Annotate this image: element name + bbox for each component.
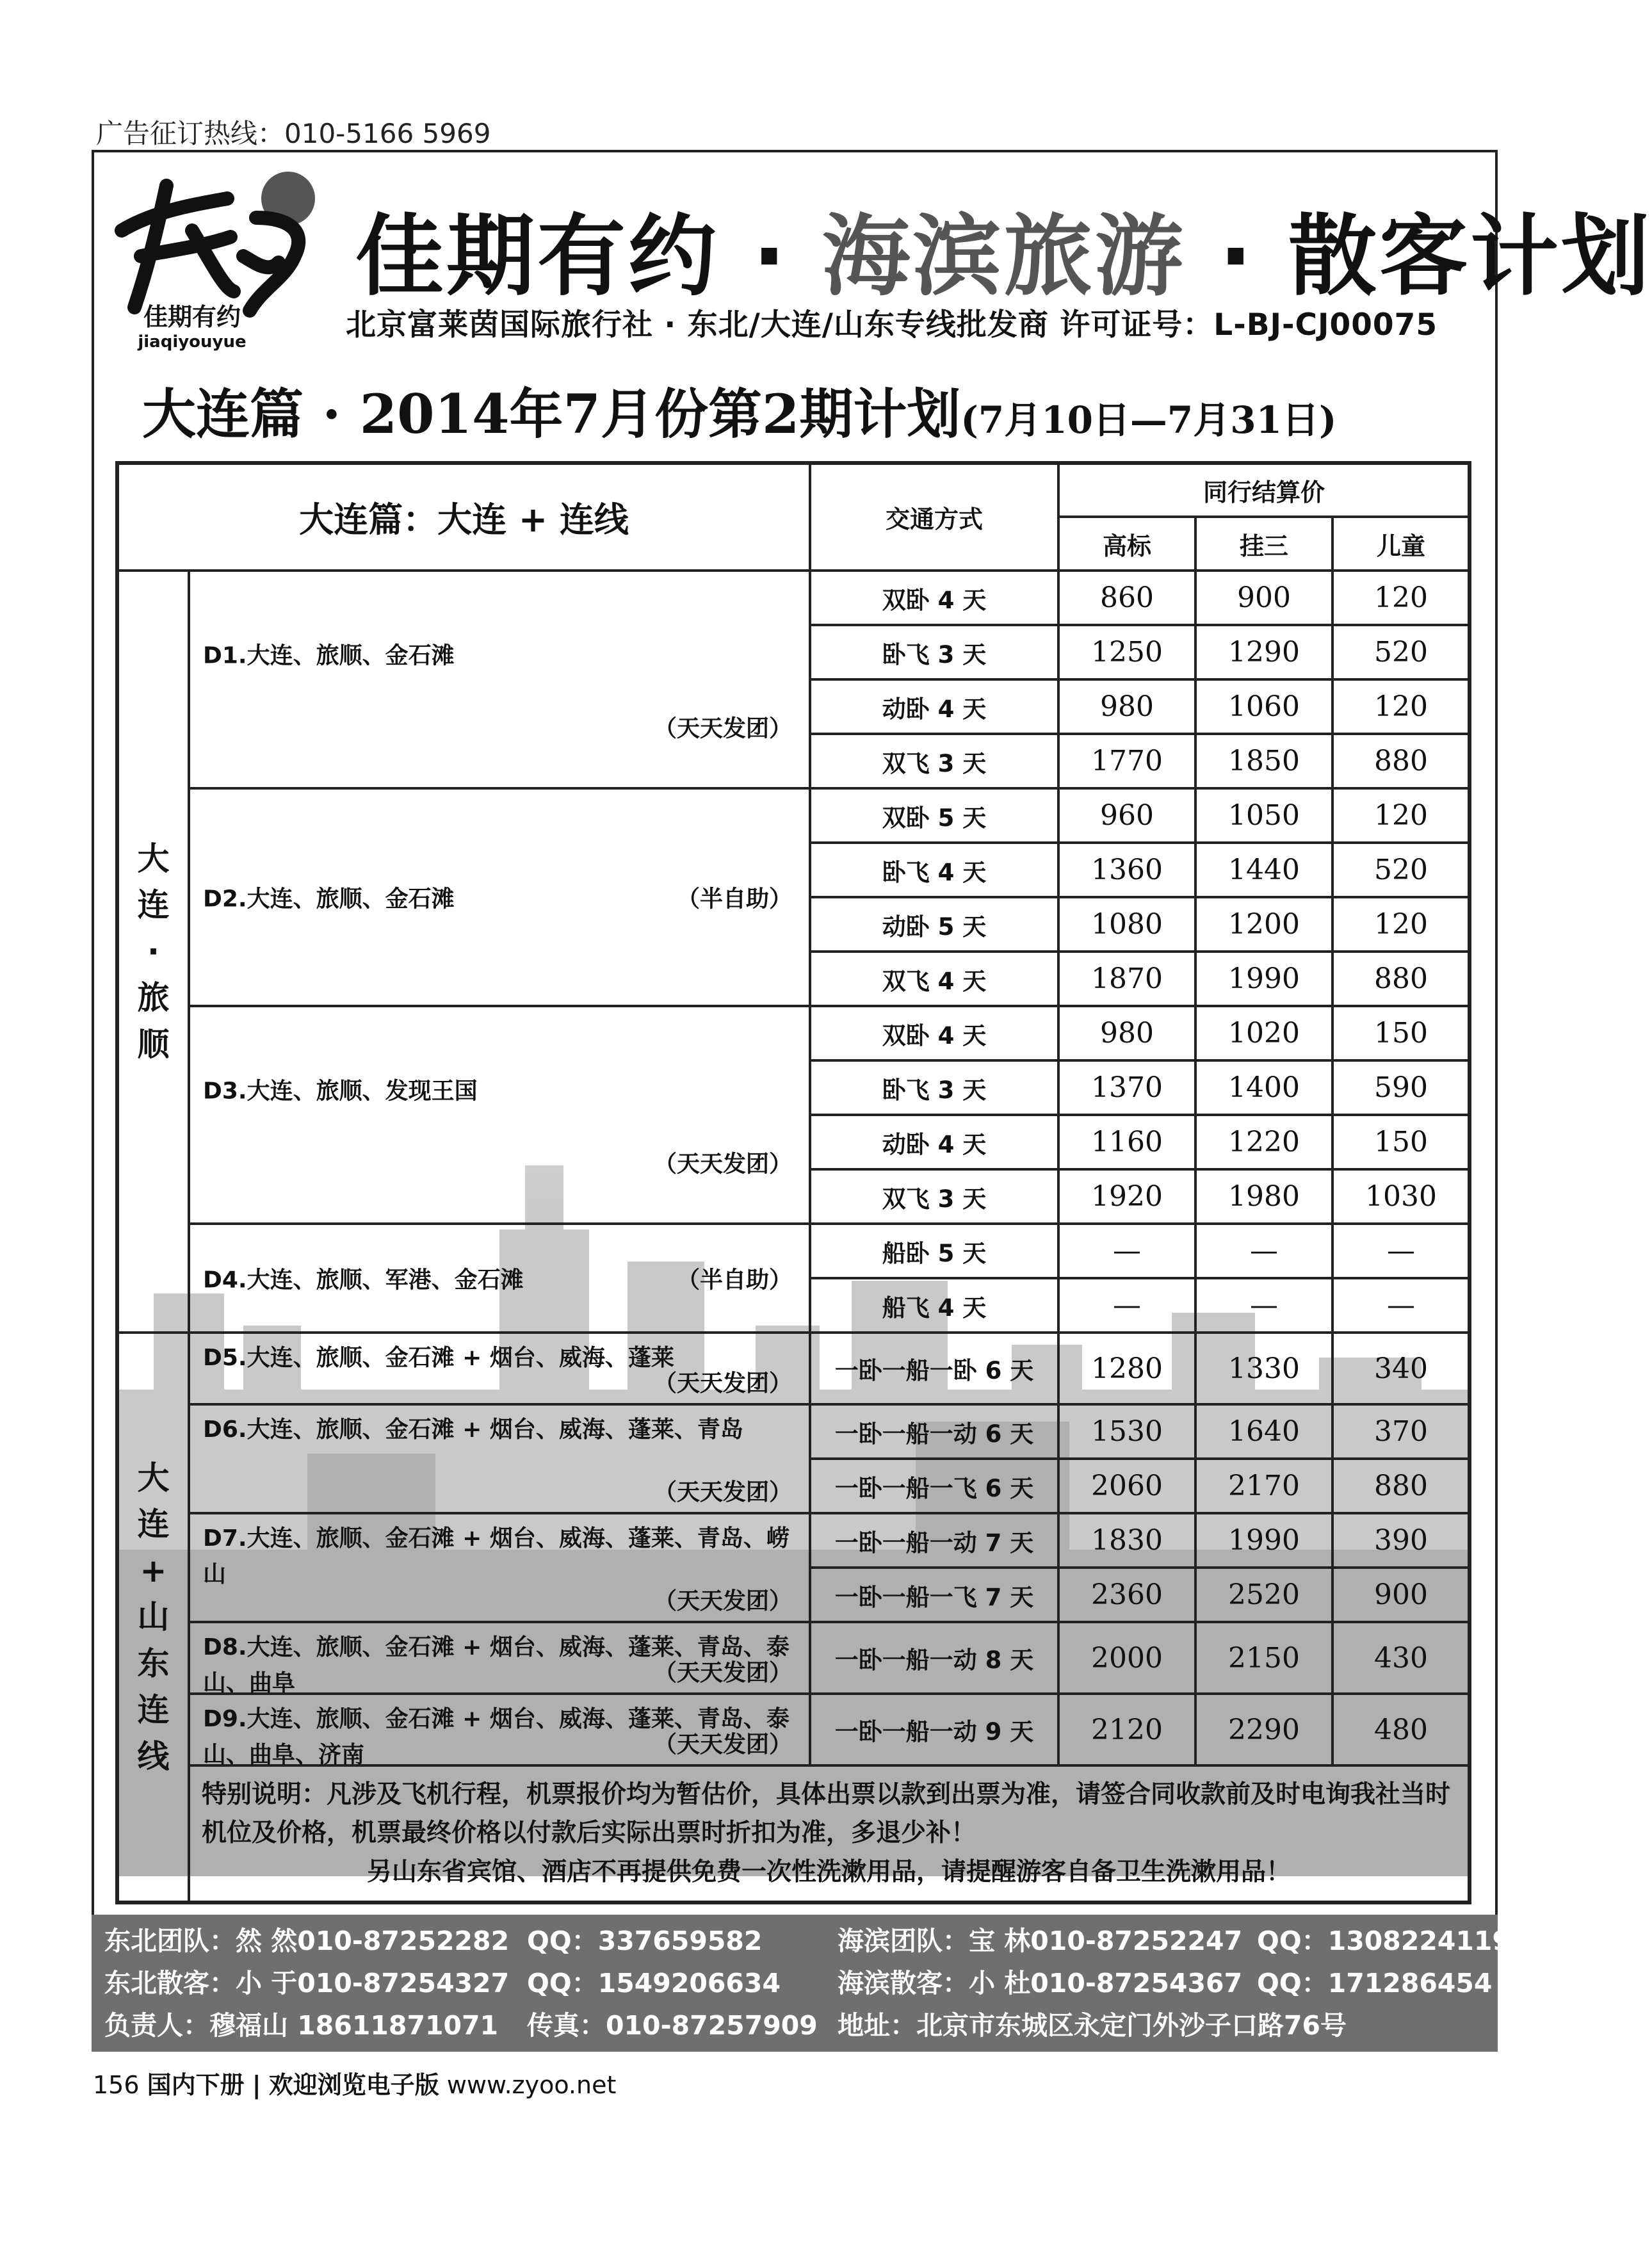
price-gua: 1400	[1195, 1060, 1332, 1115]
price-child: 120	[1332, 788, 1470, 843]
page-number: 156	[93, 2071, 140, 2099]
table-row	[117, 1006, 1470, 1060]
sea-fit-contact: 海滨散客：小 杜010-87254367	[838, 1968, 1243, 1999]
price-gua: 1060	[1195, 679, 1332, 734]
title-mid: 海滨旅游	[822, 205, 1186, 308]
route-text: D6.大连、旅顺、金石滩 + 烟台、威海、蓬莱、青岛	[203, 1416, 743, 1443]
group-char: 旅	[137, 979, 170, 1017]
price-high: 1360	[1058, 843, 1195, 897]
brand-logo	[96, 160, 327, 352]
route-d9	[189, 1694, 810, 1768]
table-row	[117, 1333, 1470, 1404]
route-tag: （天天发团）	[654, 1588, 793, 1614]
route-tag: （天天发团）	[654, 1732, 793, 1758]
transport-cell: 双飞 3 天	[810, 734, 1058, 788]
route-text: D8.大连、旅顺、金石滩 + 烟台、威海、蓬莱、青岛、泰山、曲阜	[203, 1634, 790, 1696]
transport-cell: 船卧 5 天	[810, 1224, 1058, 1278]
price-gua: 1330	[1195, 1333, 1332, 1404]
price-child: 880	[1332, 1459, 1470, 1513]
table-row	[117, 1404, 1470, 1459]
transport-cell: 一卧一船一卧 6 天	[810, 1333, 1058, 1404]
route-text: D3.大连、旅顺、发现王国	[203, 1078, 478, 1105]
note-line-2: 另山东省宾馆、酒店不再提供免费一次性洗漱用品，请提醒游客自备卫生洗漱用品！	[367, 1857, 1292, 1886]
group-char: 东	[137, 1644, 170, 1682]
price-high: 2120	[1058, 1694, 1195, 1765]
transport-header: 交通方式	[810, 463, 1058, 571]
price-high: 1920	[1058, 1169, 1195, 1224]
transport-cell: 双飞 4 天	[810, 952, 1058, 1006]
transport-cell: 动卧 5 天	[810, 897, 1058, 952]
price-high: 980	[1058, 679, 1195, 734]
price-child: 880	[1332, 734, 1470, 788]
price-child: 430	[1332, 1622, 1470, 1694]
transport-cell: 一卧一船一动 8 天	[810, 1622, 1058, 1694]
price-gua: 1640	[1195, 1404, 1332, 1459]
price-child: —	[1332, 1278, 1470, 1333]
price-high: 980	[1058, 1006, 1195, 1060]
price-child: 390	[1332, 1513, 1470, 1568]
price-child: 340	[1332, 1333, 1470, 1404]
price-child: 120	[1332, 679, 1470, 734]
price-high: 1250	[1058, 625, 1195, 679]
route-d1	[189, 571, 810, 788]
price-gua: 1020	[1195, 1006, 1332, 1060]
price-child: 520	[1332, 625, 1470, 679]
price-high: 1370	[1058, 1060, 1195, 1115]
ne-team-qq: QQ：337659582	[527, 1926, 763, 1956]
route-text: D1.大连、旅顺、金石滩	[203, 642, 455, 669]
transport-cell: 一卧一船一飞 7 天	[810, 1568, 1058, 1622]
transport-cell: 双卧 4 天	[810, 1006, 1058, 1060]
footer-slogan: 欢迎浏览电子版	[268, 2071, 439, 2099]
plan-date-range: (7月10日—7月31日)	[960, 398, 1337, 442]
col-high-header: 高标	[1058, 517, 1195, 571]
route-tag: （天天发团）	[654, 1660, 793, 1686]
col-gua-header: 挂三	[1195, 517, 1332, 571]
transport-cell: 一卧一船一动 6 天	[810, 1404, 1058, 1459]
price-child: 590	[1332, 1060, 1470, 1115]
route-text: D7.大连、旅顺、金石滩 + 烟台、威海、蓬莱、青岛、崂山	[203, 1525, 790, 1587]
price-gua: 1440	[1195, 843, 1332, 897]
group-char: +	[140, 1552, 167, 1589]
route-d4	[189, 1224, 810, 1333]
route-d6	[189, 1404, 810, 1513]
price-child: —	[1332, 1224, 1470, 1278]
transport-cell: 一卧一船一动 7 天	[810, 1513, 1058, 1568]
price-high: 1160	[1058, 1115, 1195, 1169]
transport-cell: 动卧 4 天	[810, 1115, 1058, 1169]
table-header-row	[117, 463, 1470, 517]
transport-cell: 一卧一船一动 9 天	[810, 1694, 1058, 1765]
ne-team-contact: 东北团队：然 然010-87252282	[104, 1926, 510, 1956]
ne-fit-qq: QQ：1549206634	[527, 1968, 781, 1999]
transport-cell: 卧飞 3 天	[810, 1060, 1058, 1115]
group-char: 连	[137, 1505, 170, 1543]
fax-number: 传真：010-87257909	[527, 2010, 818, 2041]
price-gua: 1200	[1195, 897, 1332, 952]
group-dalian-shandong	[117, 1333, 189, 1902]
price-child: 1030	[1332, 1169, 1470, 1224]
price-child: 120	[1332, 571, 1470, 625]
route-text: D5.大连、旅顺、金石滩 + 烟台、威海、蓬莱	[203, 1345, 674, 1371]
group-char: 顺	[137, 1025, 170, 1063]
route-tag: （半自助）	[677, 886, 793, 913]
route-text: D2.大连、旅顺、金石滩	[203, 886, 455, 913]
price-child: 150	[1332, 1006, 1470, 1060]
sea-fit-qq: QQ：171286454	[1257, 1968, 1493, 1999]
transport-cell: 双卧 4 天	[810, 571, 1058, 625]
route-d8	[189, 1622, 810, 1694]
manager-contact: 负责人：穆福山 18611871071	[104, 2010, 499, 2041]
address: 地址：北京市东城区永定门外沙子口路76号	[838, 2010, 1347, 2041]
footer-site[interactable]: www.zyoo.net	[446, 2071, 617, 2099]
group-char: 大	[137, 840, 170, 877]
route-tag: （天天发团）	[654, 1479, 793, 1505]
pricing-table	[115, 461, 1471, 1904]
section-title: 大连篇：大连 + 连线	[117, 463, 810, 571]
price-high: —	[1058, 1224, 1195, 1278]
route-tag: （天天发团）	[654, 1151, 793, 1178]
group-dalian-lushun	[117, 571, 189, 1333]
price-gua: —	[1195, 1224, 1332, 1278]
price-gua: 2290	[1195, 1694, 1332, 1765]
price-gua: 1990	[1195, 1513, 1332, 1568]
transport-cell: 卧飞 3 天	[810, 625, 1058, 679]
title-right: · 散客计划	[1185, 205, 1652, 308]
price-high: 2000	[1058, 1622, 1195, 1694]
price-child: 880	[1332, 952, 1470, 1006]
page-title	[355, 186, 1652, 312]
plan-title	[142, 371, 1336, 449]
table-row	[117, 1513, 1470, 1568]
price-high: 1280	[1058, 1333, 1195, 1404]
route-tag: （天天发团）	[654, 1370, 793, 1397]
transport-cell: 船飞 4 天	[810, 1278, 1058, 1333]
price-high: 2060	[1058, 1459, 1195, 1513]
price-child: 120	[1332, 897, 1470, 952]
table-row	[117, 1224, 1470, 1278]
price-high: 1830	[1058, 1513, 1195, 1568]
price-gua: —	[1195, 1278, 1332, 1333]
transport-cell: 一卧一船一飞 6 天	[810, 1459, 1058, 1513]
price-header: 同行结算价	[1058, 463, 1470, 517]
price-high: 960	[1058, 788, 1195, 843]
price-high: 1870	[1058, 952, 1195, 1006]
price-gua: 1290	[1195, 625, 1332, 679]
price-high: 1770	[1058, 734, 1195, 788]
special-note	[189, 1765, 1470, 1902]
route-text: D9.大连、旅顺、金石滩 + 烟台、威海、蓬莱、青岛、泰山、曲阜、济南	[203, 1706, 790, 1768]
page-footer	[93, 2065, 616, 2100]
sea-team-contact: 海滨团队：宝 林010-87252247	[838, 1926, 1243, 1956]
price-high: 1530	[1058, 1404, 1195, 1459]
col-child-header: 儿童	[1332, 517, 1470, 571]
note-line-1: 特别说明：凡涉及飞机行程，机票报价均为暂估价，具体出票以款到出票为准，请签合同收款前及时电询我社当时机位及价格，机票最终价格以付款后实际出票时折扣为准，多退少补！	[202, 1780, 1451, 1848]
price-gua: 2150	[1195, 1622, 1332, 1694]
ad-hotline: 广告征订热线：010-5166 5969	[96, 118, 491, 149]
table-row	[117, 1622, 1470, 1694]
sea-team-qq: QQ：1308224119	[1257, 1926, 1510, 1956]
logo-caption: 佳期有约	[143, 303, 241, 331]
price-high: 1080	[1058, 897, 1195, 952]
logo-pinyin: jiaqiyouyue	[138, 332, 247, 352]
table-row	[117, 571, 1470, 625]
transport-cell: 卧飞 4 天	[810, 843, 1058, 897]
price-child: 370	[1332, 1404, 1470, 1459]
group-char: 大	[137, 1459, 170, 1497]
price-gua: 1990	[1195, 952, 1332, 1006]
table-row	[117, 1694, 1470, 1765]
special-note-row	[117, 1765, 1470, 1902]
price-gua: 1050	[1195, 788, 1332, 843]
price-child: 900	[1332, 1568, 1470, 1622]
group-char: 山	[137, 1598, 170, 1636]
route-tag: （半自助）	[677, 1267, 793, 1294]
footer-section: 国内下册	[147, 2071, 245, 2099]
transport-cell: 双卧 5 天	[810, 788, 1058, 843]
price-child: 520	[1332, 843, 1470, 897]
group-char: ·	[147, 932, 159, 970]
price-gua: 2170	[1195, 1459, 1332, 1513]
price-gua: 1850	[1195, 734, 1332, 788]
ne-fit-contact: 东北散客：小 于010-87254327	[104, 1968, 510, 1999]
route-d2	[189, 788, 810, 1006]
price-high: 2360	[1058, 1568, 1195, 1622]
route-text: D4.大连、旅顺、军港、金石滩	[203, 1267, 524, 1294]
route-d5	[189, 1333, 810, 1404]
price-gua: 1980	[1195, 1169, 1332, 1224]
footer-separator: |	[252, 2071, 261, 2099]
price-gua: 1220	[1195, 1115, 1332, 1169]
plan-main: 大连篇 · 2014年7月份第2期计划	[142, 382, 961, 446]
route-d7	[189, 1513, 810, 1622]
transport-cell: 双飞 3 天	[810, 1169, 1058, 1224]
table-row	[117, 788, 1470, 843]
price-gua: 2520	[1195, 1568, 1332, 1622]
price-child: 150	[1332, 1115, 1470, 1169]
route-tag: （天天发团）	[654, 715, 793, 742]
price-high: 860	[1058, 571, 1195, 625]
contact-bar	[92, 1915, 1510, 2052]
group-char: 连	[137, 886, 170, 924]
price-gua: 900	[1195, 571, 1332, 625]
group-char: 连	[137, 1691, 170, 1729]
price-high: —	[1058, 1278, 1195, 1333]
route-d3	[189, 1006, 810, 1224]
title-left: 佳期有约 ·	[355, 205, 822, 308]
agency-subtitle: 北京富莱茵国际旅行社 · 东北/大连/山东专线批发商 许可证号：L-BJ-CJ00075	[346, 307, 1438, 343]
transport-cell: 动卧 4 天	[810, 679, 1058, 734]
price-child: 480	[1332, 1694, 1470, 1765]
group-char: 线	[137, 1737, 170, 1775]
